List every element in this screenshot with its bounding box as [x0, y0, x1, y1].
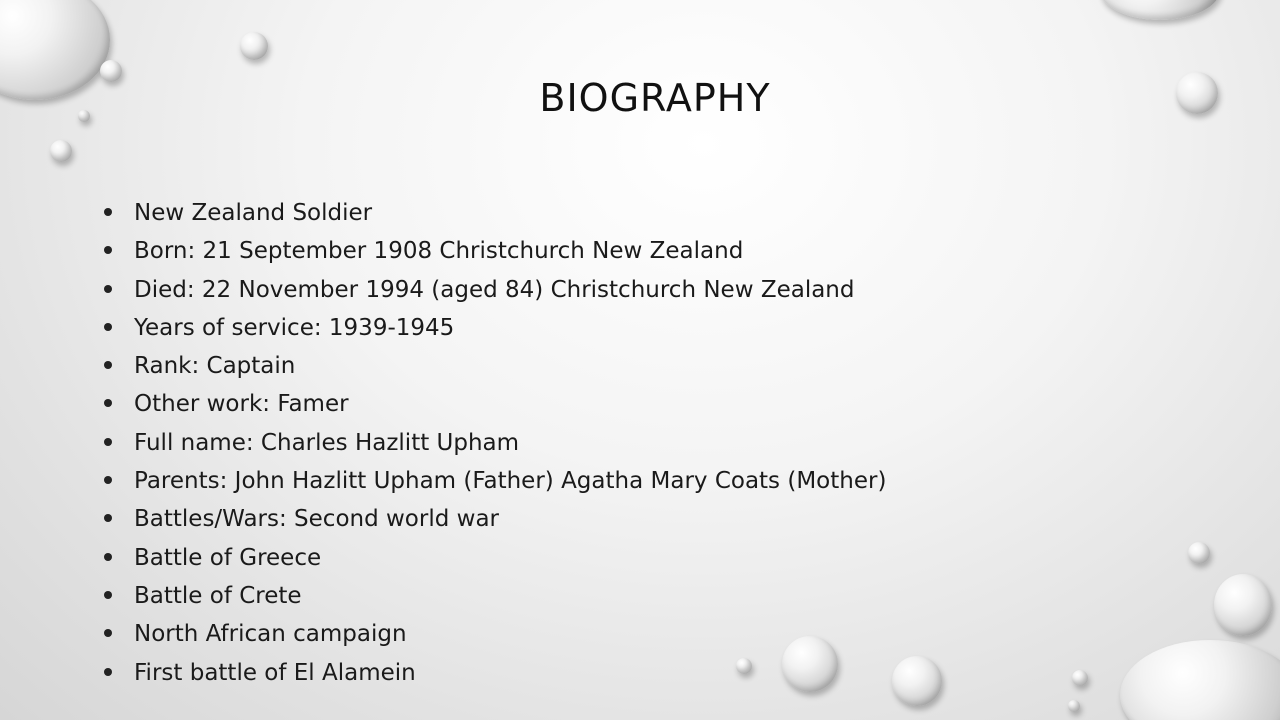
bullet-item	[104, 500, 886, 538]
slide-title: BIOGRAPHY	[539, 76, 771, 120]
bullet-item	[104, 309, 886, 347]
bullet-text: Parents: John Hazlitt Upham (Father) Agatha Mary Coats (Mother)	[134, 468, 887, 495]
bullet-text: North African campaign	[134, 621, 407, 648]
bullet-text: Other work: Famer	[134, 391, 349, 418]
water-drop-decoration	[1120, 640, 1280, 720]
bullet-text: New Zealand Soldier	[134, 200, 373, 226]
bullet-dot-icon	[104, 514, 112, 522]
bullet-text: Battle of Greece	[134, 544, 322, 571]
bullet-item	[104, 462, 886, 500]
bullet-list	[104, 194, 886, 692]
bullet-text: Years of service: 1939-1945	[134, 314, 455, 341]
bullet-text: Rank: Captain	[134, 353, 296, 380]
bullet-text: First battle of El Alamein	[134, 659, 416, 686]
bullet-item	[104, 539, 886, 577]
bullet-dot-icon	[104, 361, 112, 369]
water-drop-decoration	[240, 32, 268, 60]
bullet-dot-icon	[104, 591, 112, 599]
water-drop-decoration	[892, 656, 942, 706]
bullet-text: Battles/Wars: Second world war	[134, 506, 500, 533]
water-drop-decoration	[1188, 542, 1210, 564]
bullet-text: Full name: Charles Hazlitt Upham	[134, 429, 520, 456]
bullet-dot-icon	[104, 246, 112, 254]
bullet-dot-icon	[104, 323, 112, 331]
water-drop-decoration	[1072, 670, 1088, 686]
bullet-item	[104, 271, 886, 309]
bullet-item	[104, 347, 886, 385]
bullet-text: Born: 21 September 1908 Christchurch New Zealand	[134, 238, 744, 265]
bullet-dot-icon	[104, 668, 112, 676]
bullet-item	[104, 424, 886, 462]
bullet-text: Died: 22 November 1994 (aged 84) Christchurch New Zealand	[134, 276, 855, 303]
water-drop-decoration	[1100, 0, 1220, 20]
bullet-item	[104, 654, 886, 692]
bullet-item	[104, 194, 886, 232]
water-drop-decoration	[1068, 700, 1080, 712]
bullet-dot-icon	[104, 208, 112, 216]
bullet-dot-icon	[104, 399, 112, 407]
bullet-item	[104, 385, 886, 423]
bullet-dot-icon	[104, 438, 112, 446]
bullet-item	[104, 577, 886, 615]
bullet-dot-icon	[104, 629, 112, 637]
bullet-dot-icon	[104, 553, 112, 561]
bullet-text: Battle of Crete	[134, 582, 302, 609]
bullet-item	[104, 232, 886, 270]
water-drop-decoration	[1214, 574, 1272, 636]
bullet-dot-icon	[104, 476, 112, 484]
water-drop-decoration	[50, 140, 72, 162]
bullet-item	[104, 615, 886, 653]
bullet-dot-icon	[104, 285, 112, 293]
